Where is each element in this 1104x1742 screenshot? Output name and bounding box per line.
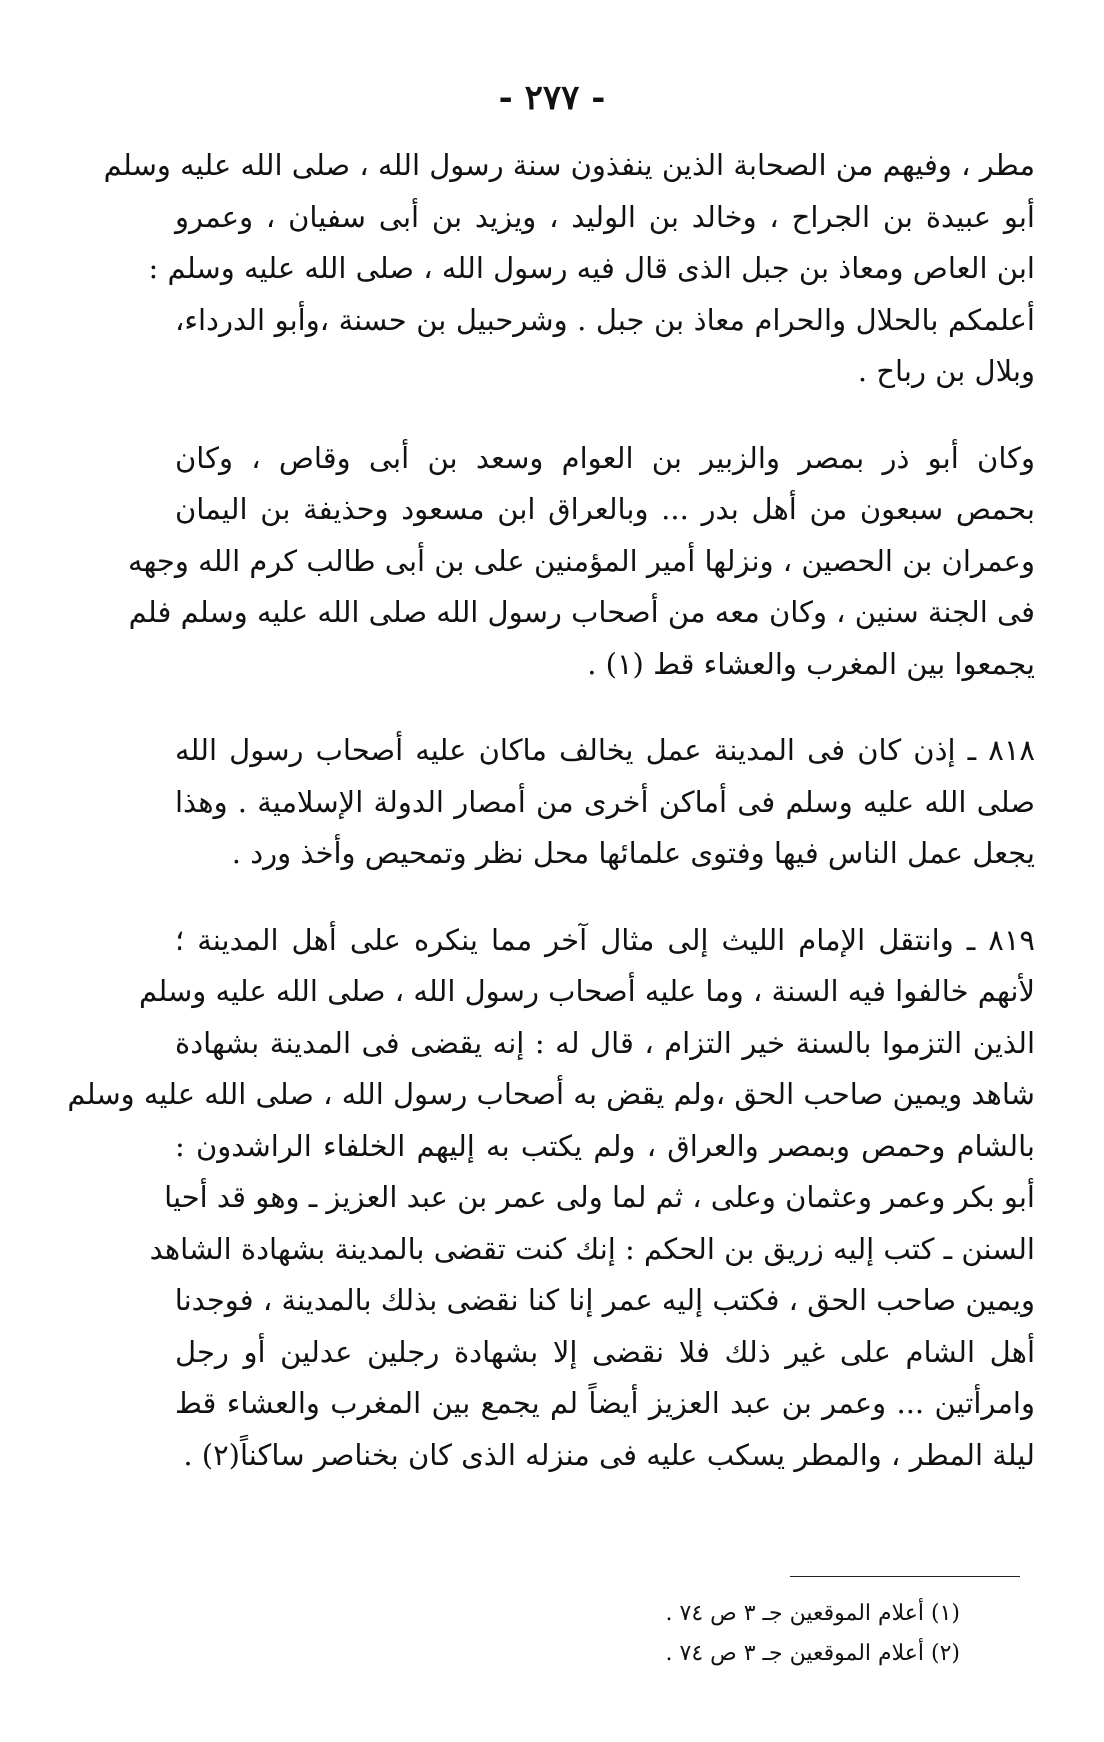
text-line: أهل الشام على غير ذلك فلا نقضى إلا بشهادة رجلين عدلين أو رجل — [175, 1334, 1035, 1369]
text-line: وعمران بن الحصين ، ونزلها أمير المؤمنين على بن أبى طالب كرم الله وجهه — [128, 543, 1035, 578]
footnote: (٢) أعلام الموقعين جـ ٣ ص ٧٤ . — [665, 1641, 960, 1666]
text-line: مطر ، وفيهم من الصحابة الذين ينفذون سنة رسول الله ، صلى الله عليه وسلم — [103, 148, 1035, 182]
text-line: ويمين صاحب الحق ، فكتب إليه عمر إنا كنا نقضى بذلك بالمدينة ، فوجدنا — [174, 1283, 1035, 1317]
paragraph-gap — [175, 398, 1035, 433]
paragraph-gap — [175, 690, 1035, 725]
footnote-divider — [790, 1576, 1020, 1577]
text-line: السنن ـ كتب إليه زريق بن الحكم : إنك كنت تقضى بالمدينة بشهادة الشاهد — [149, 1231, 1035, 1266]
text-line: وامرأتين ... وعمر بن عبد العزيز أيضاً لم يجمع بين المغرب والعشاء قط — [175, 1386, 1035, 1420]
text-line: ليلة المطر ، والمطر يسكب عليه فى منزله الذى كان بخناصر ساكناً(٢) . — [183, 1437, 1035, 1472]
text-line: أعلمكم بالحلال والحرام معاذ بن جبل . وشرحبيل بن حسنة ،وأبو الدرداء، — [175, 302, 1035, 337]
text-line: أبو بكر وعمر وعثمان وعلى ، ثم لما ولى عمر بن عبد العزيز ـ وهو قد أحيا — [164, 1180, 1035, 1214]
text-line: يجمعوا بين المغرب والعشاء قط (١) . — [587, 646, 1035, 681]
text-line: بحمص سبعون من أهل بدر ... وبالعراق ابن مسعود وحذيفة بن اليمان — [175, 492, 1035, 526]
text-line: ابن العاص ومعاذ بن جبل الذى قال فيه رسول الله ، صلى الله عليه وسلم : — [148, 251, 1035, 285]
text-line: أبو عبيدة بن الجراح ، وخالد بن الوليد ، ويزيد بن أبى سفيان ، وعمرو — [175, 199, 1035, 234]
text-line: صلى الله عليه وسلم فى أماكن أخرى من أمصار الدولة الإسلامية . وهذا — [175, 784, 1035, 819]
text-line: وبلال بن رباح . — [857, 354, 1035, 388]
text-line: بالشام وحمص وبمصر والعراق ، ولم يكتب به إليهم الخلفاء الراشدون : — [175, 1128, 1035, 1163]
text-line: وكان أبو ذر بمصر والزبير بن العوام وسعد بن أبى وقاص ، وكان — [175, 440, 1035, 475]
text-line: الذين التزموا بالسنة خير التزام ، قال له : إنه يقضى فى المدينة بشهادة — [175, 1025, 1035, 1060]
text-line: شاهد ويمين صاحب الحق ،ولم يقض به أصحاب رسول الله ، صلى الله عليه وسلم — [67, 1077, 1035, 1111]
text-line: يجعل عمل الناس فيها وفتوى علمائها محل نظر وتمحيص وأخذ ورد . — [231, 836, 1035, 870]
paragraph-gap — [175, 880, 1035, 915]
text-line: ٨١٨ ـ إذن كان فى المدينة عمل يخالف ماكان عليه أصحاب رسول الله — [175, 733, 1035, 767]
page-number: - ٢٧٧ - — [498, 78, 606, 118]
text-line: فى الجنة سنين ، وكان معه من أصحاب رسول الله صلى الله عليه وسلم فلم — [128, 595, 1035, 629]
body-text — [67, 140, 1035, 1481]
footnotes — [600, 1594, 960, 1674]
text-line: لأنهم خالفوا فيه السنة ، وما عليه أصحاب رسول الله ، صلى الله عليه وسلم — [139, 974, 1035, 1008]
text-line: ٨١٩ ـ وانتقل الإمام الليث إلى مثال آخر مما ينكره على أهل المدينة ؛ — [175, 922, 1035, 957]
footnote: (١) أعلام الموقعين جـ ٣ ص ٧٤ . — [665, 1601, 960, 1626]
